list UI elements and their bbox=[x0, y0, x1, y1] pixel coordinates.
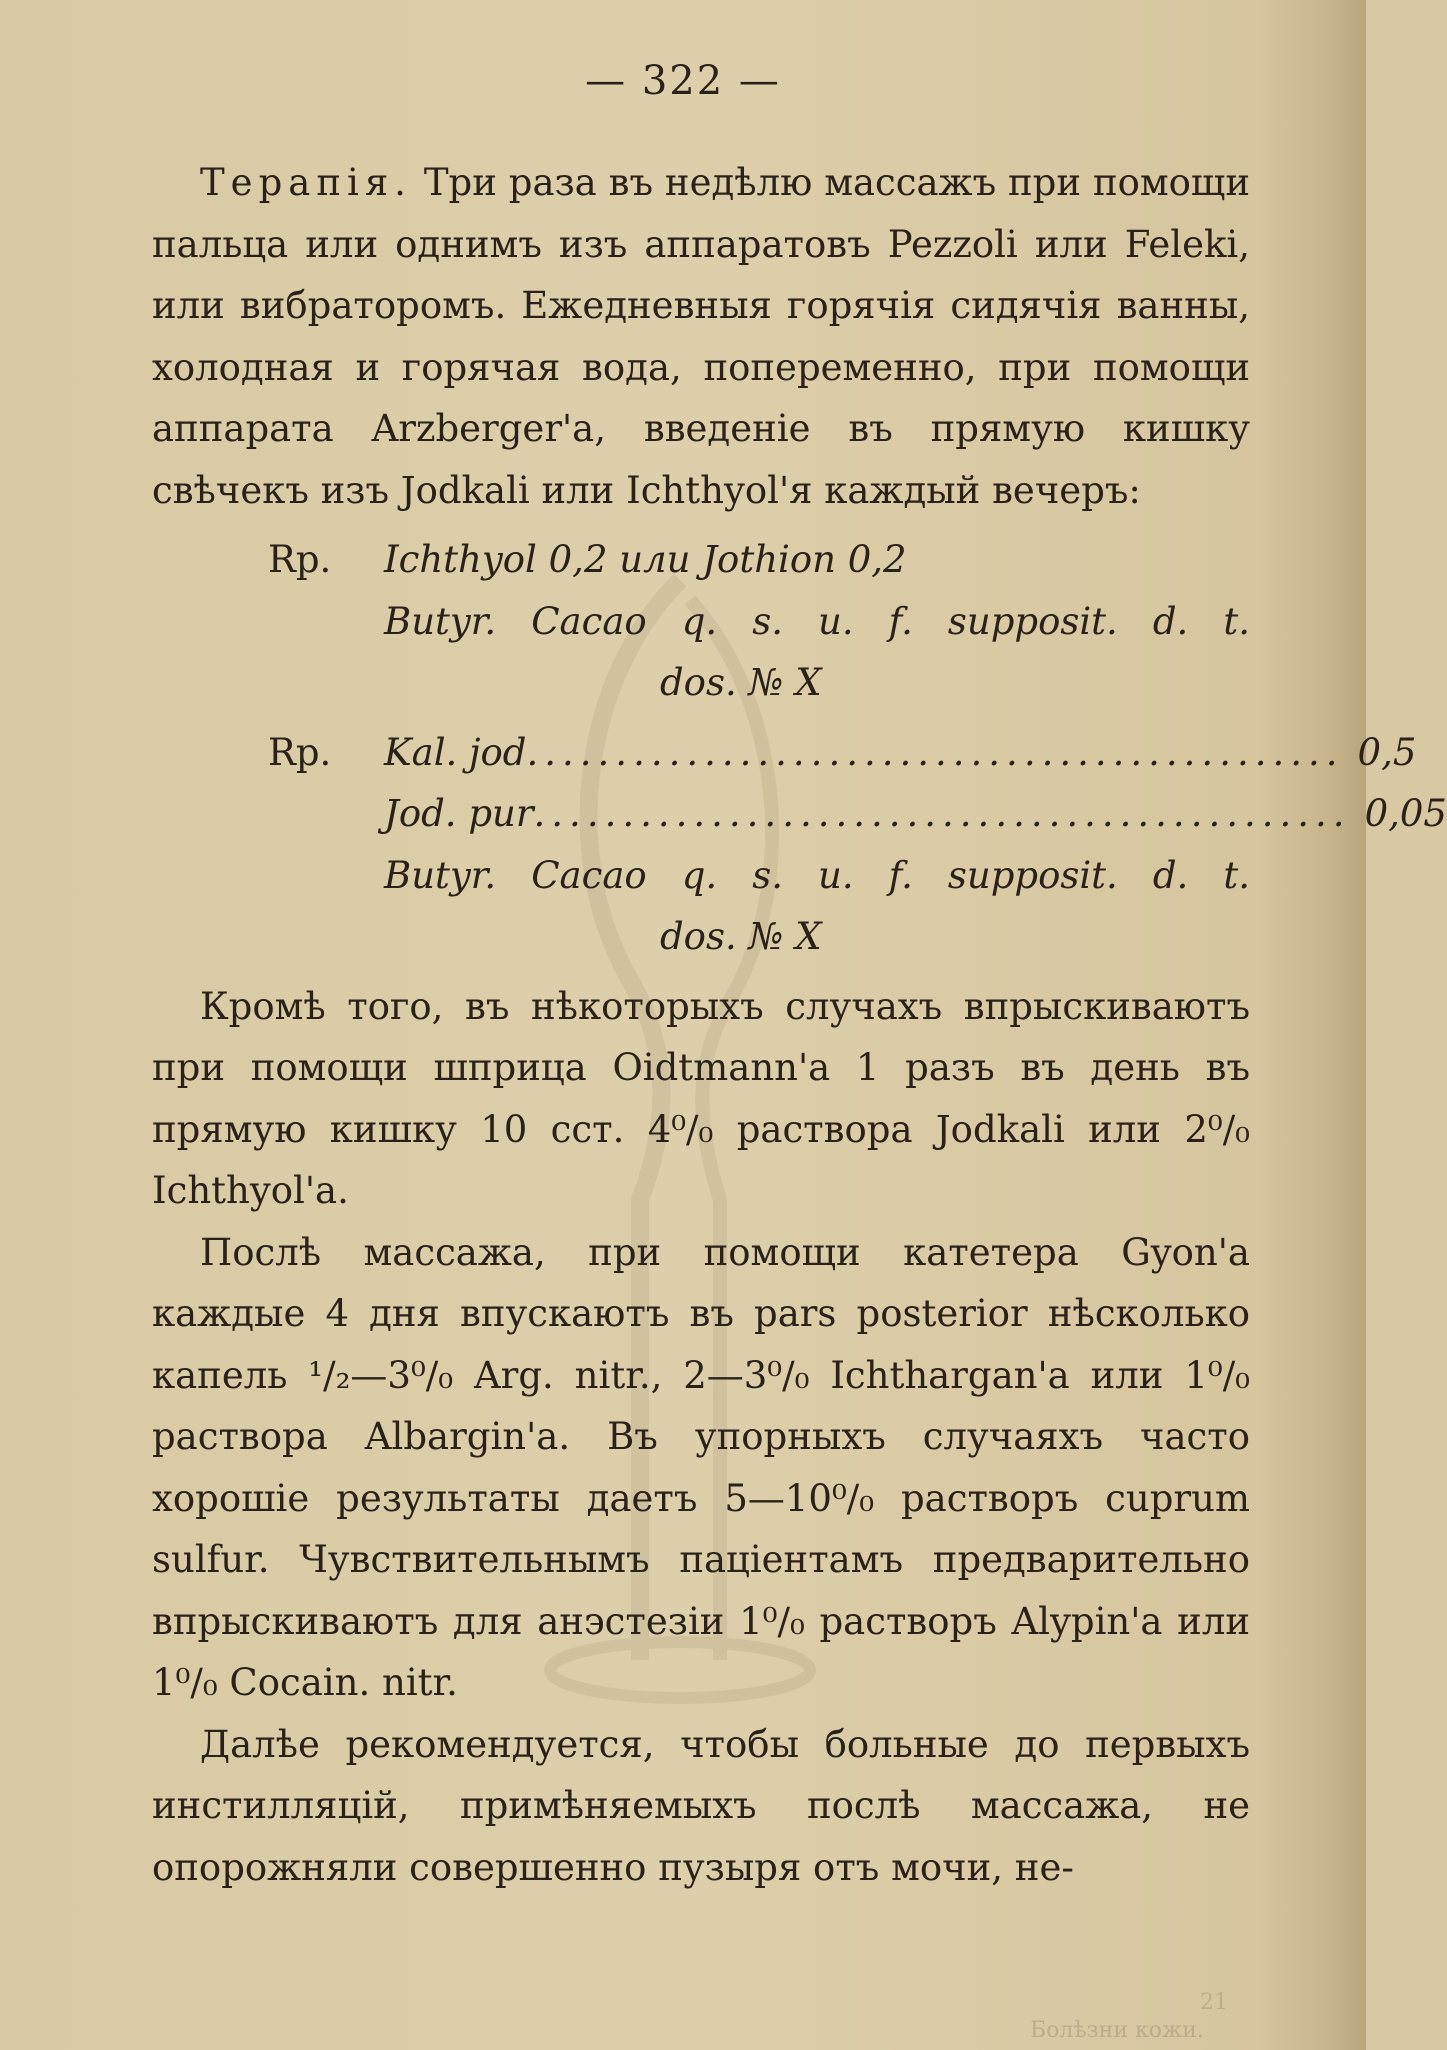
paragraph-after-massage: Послѣ массажа, при помощи катетера Gyon'a каждые 4 дня впускаютъ въ pars posterior нѣсколько капель ¹/₂—3⁰/₀ Arg. nitr., 2—3⁰/₀ Ichthargan'a или 1⁰/₀ раствора Albargin'a. Въ упорныхъ случаяхъ часто хорошіе результаты даетъ 5—10⁰/₀ растворъ cuprum sulfur. Чувствительнымъ паціентамъ предварительно впрыскиваютъ для анэстезіи 1⁰/₀ растворъ Alypin'a или 1⁰/₀ Cocain. nitr. bbox=[152, 1230, 1250, 1704]
page-body bbox=[152, 152, 1447, 1898]
page-number: — 322 — bbox=[585, 58, 781, 104]
recipe-2-item-2-qty: 0,05 bbox=[1364, 792, 1447, 835]
recipe-2-label: Rp. bbox=[268, 730, 332, 774]
recipe-1-line-1: Ichthyol 0,2 или Jothion 0,2 bbox=[384, 538, 907, 581]
paragraph-injections: Кромѣ того, въ нѣкоторыхъ случахъ впрыскиваютъ при помощи шприца Oidtmann'a 1 разъ въ день въ прямую кишку 10 cст. 4⁰/₀ раствора Jodkali или 2⁰/₀ Ichthyol'a. bbox=[152, 984, 1250, 1212]
recipe-2-line-4: dos. № X bbox=[660, 915, 822, 958]
footer-sheet-number: 21 bbox=[1200, 1990, 1228, 2015]
recipe-1-line-2: Butyr. Cacao q. s. u. f. supposit. d. t. bbox=[384, 599, 1250, 643]
footer-signature: Болѣзни кожи. bbox=[1030, 2018, 1204, 2043]
recipe-1-label: Rp. bbox=[268, 538, 332, 581]
recipe-1-line-3: dos. № X bbox=[660, 661, 822, 704]
recipe-2-item-1-qty: 0,5 bbox=[1357, 730, 1417, 774]
recipe-2-line-3: Butyr. Cacao q. s. u. f. supposit. d. t. bbox=[384, 853, 1250, 897]
paragraph-therapy bbox=[152, 152, 1250, 521]
recipe-2 bbox=[152, 722, 1447, 968]
recipe-2-item-1-name: Kal. jod bbox=[384, 730, 527, 774]
leader-dots: .............................................. bbox=[526, 730, 1344, 774]
section-lead: Терапія. bbox=[200, 161, 412, 204]
recipe-2-item-1 bbox=[384, 722, 1417, 784]
recipe-1 bbox=[152, 529, 1250, 714]
recipe-2-item-2-name: Jod. pur bbox=[384, 792, 534, 835]
leader-dots: .............................................. bbox=[533, 792, 1351, 835]
paragraph-therapy-text: Три раза въ недѣлю массажъ при помощи пальца или однимъ изъ аппаратовъ Pezzoli или Feleki, или вибраторомъ. Ежедневныя горячія сидячія ванны, холодная и горячая вода, попеременно, при помощи аппарата Arzberger'a, введеніе въ прямую кишку свѣчекъ изъ Jodkali или Ichthyol'я каждый вечеръ: bbox=[152, 161, 1250, 512]
recipe-2-item-2 bbox=[384, 783, 1447, 845]
paragraph-recommendation: Далѣе рекомендуется, чтобы больные до первыхъ инстилляцій, примѣняемыхъ послѣ массажа, не опорожняли совершенно пузыря отъ мочи, не- bbox=[152, 1722, 1250, 1889]
